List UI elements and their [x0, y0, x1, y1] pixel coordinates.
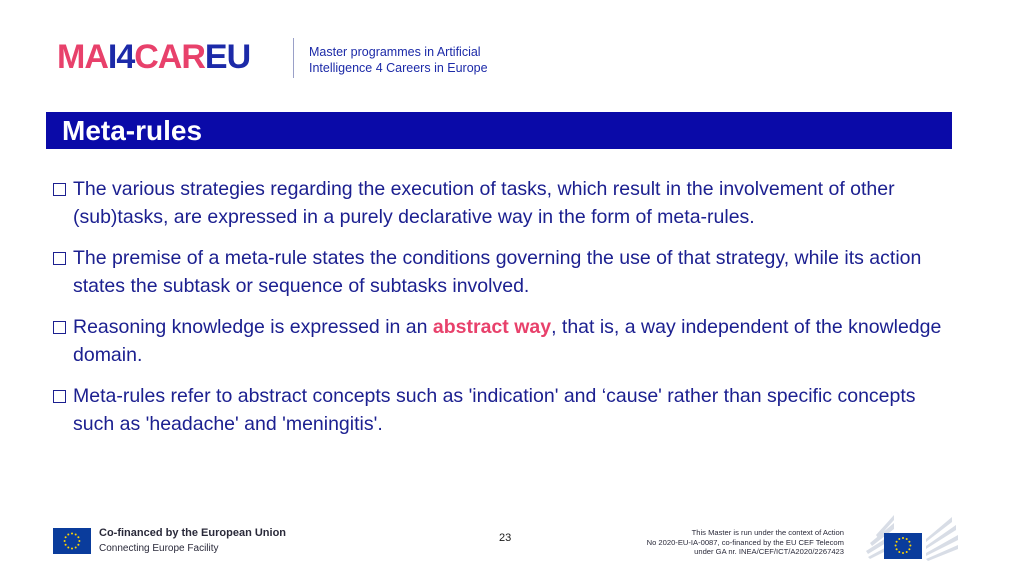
slide-title: Meta-rules	[62, 115, 203, 146]
eu-text	[99, 526, 286, 556]
bullet-text: Meta-rules refer to abstract concepts such as 'indication' and ‘cause' rather than specific concepts such as 'headache' and 'meningitis'.	[73, 385, 916, 435]
logo-part-eu: EU	[204, 37, 251, 76]
eu-flag-icon	[53, 528, 91, 554]
mai4careu-logo	[57, 38, 250, 76]
highlight-text: abstract way	[432, 316, 552, 338]
logo-part-car: CAR	[134, 37, 205, 76]
checkbox-bullet-icon	[53, 183, 66, 196]
eu-line-2: Connecting Europe Facility	[99, 543, 219, 554]
logo-part-i4: I4	[107, 37, 135, 76]
bullet-list	[50, 175, 950, 451]
page-number: 23	[499, 532, 512, 544]
bullet-item-2	[50, 244, 950, 300]
logo-divider	[293, 38, 294, 78]
eu-line-1: Co-financed by the European Union	[99, 527, 287, 539]
european-commission-logo-icon	[864, 513, 960, 563]
bullet-text: The various strategies regarding the execution of tasks, which result in the involvement of other (sub)tasks, are expressed in a purely declarative way in the form of meta-rules.	[73, 178, 895, 228]
tagline-line-2: Intelligence 4 Careers in Europe	[309, 61, 488, 75]
action-line-2: No 2020-EU-IA-0087, co-financed by the EU CEF Telecom	[646, 537, 844, 547]
eu-cofinance-block	[53, 526, 286, 556]
tagline-line-1: Master programmes in Artificial	[309, 45, 481, 59]
checkbox-bullet-icon	[53, 321, 66, 334]
bullet-text-end: , that is, a way independent of the knowledge domain.	[73, 316, 942, 366]
action-line-3: under GA nr. INEA/CEF/ICT/A2020/2267423	[694, 547, 844, 556]
header-tagline	[309, 44, 488, 76]
bullet-item-3	[50, 313, 950, 369]
title-bar	[46, 112, 952, 149]
logo-part-ma: MA	[57, 37, 108, 76]
bullet-item-1	[50, 175, 950, 231]
bullet-text: The premise of a meta-rule states the conditions governing the use of that strategy, while its action states the subtask or sequence of subtasks involved.	[73, 247, 922, 297]
checkbox-bullet-icon	[53, 252, 66, 265]
action-line-1: This Master is run under the context of Action	[691, 528, 844, 537]
action-text	[584, 528, 844, 557]
checkbox-bullet-icon	[53, 390, 66, 403]
eu-stars-icon	[53, 528, 91, 554]
bullet-text: Reasoning knowledge is expressed in an	[73, 316, 433, 338]
bullet-item-4	[50, 382, 950, 438]
